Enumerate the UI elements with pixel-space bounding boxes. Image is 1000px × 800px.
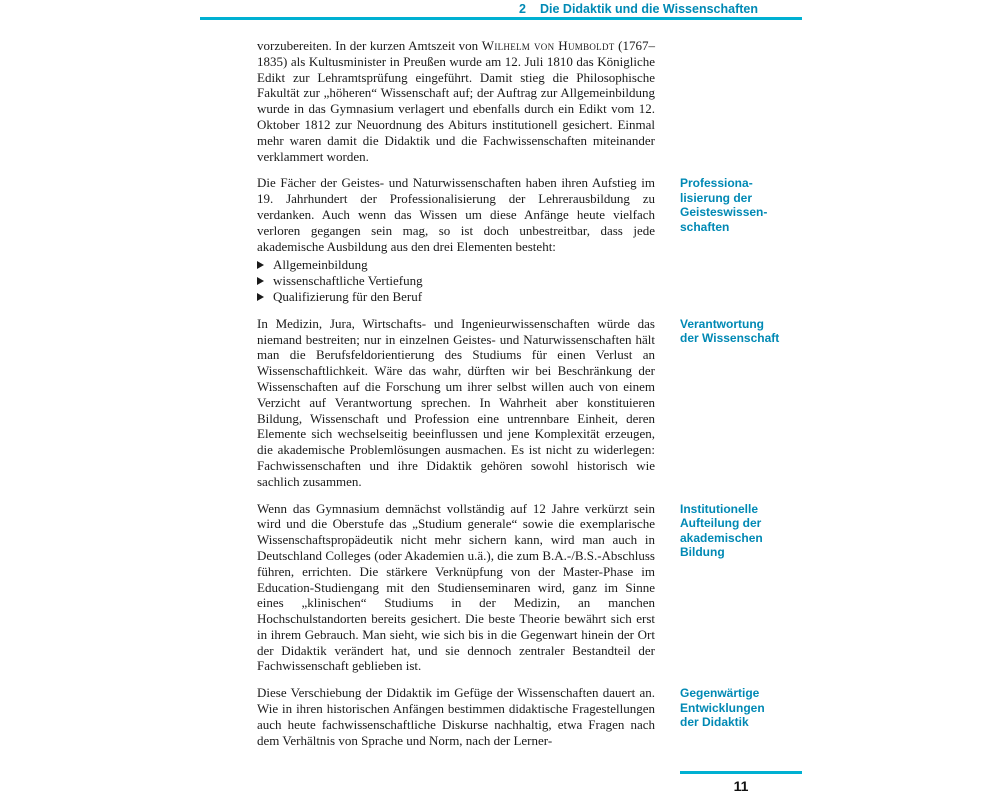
margin-note-line: lisierung der [680, 190, 753, 205]
triangle-bullet-icon [257, 277, 264, 285]
chapter-title: Die Didaktik und die Wissenschaften [540, 2, 758, 16]
margin-note-line: Entwicklungen [680, 700, 765, 715]
person-name-smallcaps: Wilhelm von Humboldt [481, 38, 615, 53]
margin-note-line: Geisteswissen- [680, 205, 768, 220]
triangle-bullet-icon [257, 293, 264, 301]
margin-note-line: Aufteilung der [680, 516, 762, 531]
note-column [680, 501, 802, 675]
margin-note-line: schaften [680, 219, 730, 234]
note-column [680, 38, 802, 164]
footer-rule [680, 771, 802, 774]
margin-note-line: Verantwortung [680, 316, 765, 331]
margin-note-line: der Wissenschaft [680, 331, 780, 346]
margin-note-line: Bildung [680, 545, 725, 560]
main-column [257, 685, 655, 748]
paragraph-text: vorzubereiten. In der kurzen Amtszeit von [257, 38, 482, 53]
bullet-item [257, 289, 655, 305]
margin-note-line: Professiona- [680, 176, 753, 191]
main-column [257, 316, 655, 490]
section-professionalisierung [257, 175, 802, 304]
paragraph: Diese Verschiebung der Didaktik im Gefüge der Wissenschaften dauert an. Wie in ihren historischen Anfängen bestimmen didaktische Fragestellungen auch heute fachwissenschaftliche Diskurse nachhaltig, etwa Fragen nach dem Verhältnis von Sprache und Norm, nach der Lerner- [257, 685, 655, 748]
section-humboldt [257, 38, 802, 164]
bullet-label: Allgemeinbildung [273, 257, 368, 273]
main-column [257, 38, 655, 164]
bullet-label: wissenschaftliche Vertiefung [273, 273, 423, 289]
bullet-label: Qualifizierung für den Beruf [273, 288, 423, 304]
chapter-number: 2 [519, 2, 526, 16]
main-column [257, 175, 655, 304]
paragraph-text: (1767–1835) als Kultusminister in Preußen wurde am 12. Juli 1810 das Königliche Edikt zur Lehramtsprüfung eingeführt. Damit stieg die Philosophische Fakultät zur „höheren“ Wissenschaft auf; der Auftrag zur Allgemeinbildung wurde in das Gymnasium verlagert und ebenfalls durch ein Edikt vom 12. Oktober 1812 zur Neuordnung des Abiturs institutionell gesichert. Einmal mehr waren damit die Didaktik und die Fachwissenschaften miteinander verklammert worden. [257, 38, 655, 164]
section-verantwortung [257, 316, 802, 490]
paragraph: In Medizin, Jura, Wirtschafts- und Ingenieurwissenschaften würde das niemand bestreiten; nur in einzelnen Geistes- und Naturwissenschaften hält man die Berufsfeldorientierung des Studiums für einen Verlust an Wissenschaftlichkeit. Wäre das wahr, dürften wir bei Beschränkung der Wissenschaften auf die Forschung um ihrer selbst willen auch von einem Verzicht auf Verantwortung sprechen. In Wahrheit aber konstituieren Bildung, Wissenschaft und Profession eine untrennbare Einheit, deren Elemente sich wechselseitig beeinflussen und jene Komplexität erzeugen, die akademische Problemlösungen ausmachen. Es ist nicht zu widerlegen: Fachwissenschaften und ihre Didaktik gehören sowohl historisch wie sachlich zusammen. [257, 315, 655, 489]
paragraph: Wenn das Gymnasium demnächst vollständig auf 12 Jahre verkürzt sein wird und die Oberstufe das „Studium generale“ sowie die exemplarische Wissenschaftspropädeutik nicht mehr sichern kann, wird man auch in Deutschland Colleges (oder Akademien u.ä.), die zum B.A.-/B.S.-Abschluss führen, errichten. Die stärkere Verknüpfung von der Master-Phase im Education-Studiengang mit den Studienseminaren wird, ganz im Sinne eines „klinischen“ Studiums in der Medizin, an manchen Hochschulstandorten bereits gesichert. Die beste Theorie bewährt sich erst in ihrem Gebrauch. Man sieht, wie sich bis in die Gegenwart hinein der Ort der Didaktik verändert hat, und sie dennoch zentraler Bestandteil der Fachwissenschaft geblieben ist. [257, 500, 655, 674]
section-institutionelle-aufteilung [257, 501, 802, 675]
bullet-item [257, 257, 655, 273]
margin-note-line: Institutionelle [680, 501, 758, 516]
margin-note [680, 685, 802, 730]
margin-note-line: Gegenwärtige [680, 686, 760, 701]
note-column [680, 316, 802, 490]
header-rule [200, 17, 802, 20]
note-column [680, 175, 802, 304]
margin-note-line: der Didaktik [680, 715, 749, 730]
margin-note [680, 316, 802, 346]
margin-note [680, 175, 802, 234]
margin-note [680, 501, 802, 560]
paragraph: Die Fächer der Geistes- und Naturwissenschaften haben ihren Aufstieg im 19. Jahrhundert der Professionalisierung der Lehrerausbildung zu verdanken. Auch wenn das Wissen um diese Anfänge heute vielfach verloren gegangen sein mag, so ist doch unbestreitbar, dass jede akademische Ausbildung aus den drei Elementen besteht: [257, 175, 655, 254]
paragraph [257, 38, 655, 164]
main-column [257, 501, 655, 675]
triangle-bullet-icon [257, 261, 264, 269]
note-column [680, 685, 802, 748]
section-gegenwaertige-entwicklungen [257, 685, 802, 748]
bullet-item [257, 273, 655, 289]
chapter-heading [200, 2, 758, 16]
body-area [257, 38, 802, 759]
margin-note-line: akademischen [680, 530, 763, 545]
bullet-list [257, 257, 655, 304]
page-number: 11 [733, 778, 749, 794]
